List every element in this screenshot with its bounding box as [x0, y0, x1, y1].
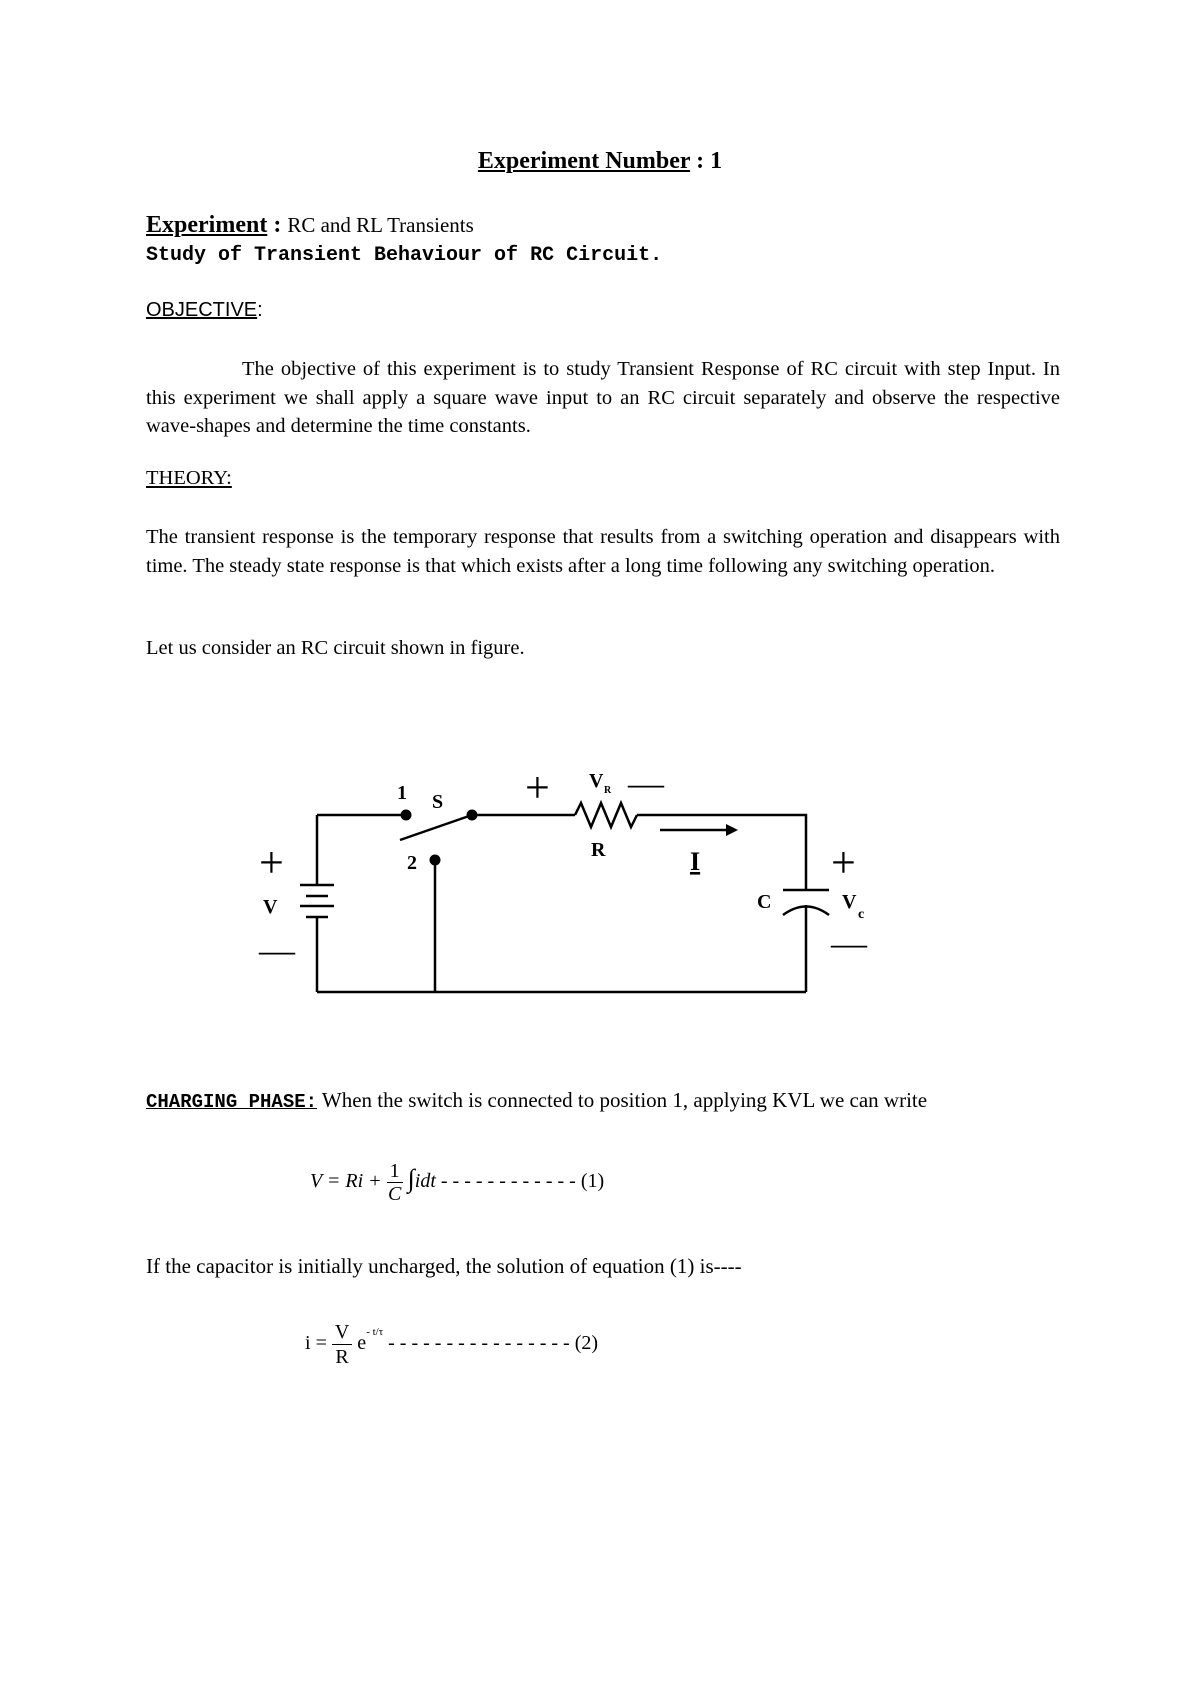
eq1-term: Ri — [345, 1170, 364, 1193]
vc-minus: — — [831, 923, 867, 963]
eq2-exp: - t/τ — [366, 1326, 384, 1339]
eq2-lhs: i — [305, 1332, 311, 1355]
theory-intro: Let us consider an RC circuit shown in figure. — [146, 637, 525, 659]
eq1-integral: ∫ — [407, 1164, 415, 1194]
current-arrow-head — [726, 824, 738, 836]
label-node2: 2 — [407, 852, 417, 874]
label-current: I — [690, 847, 701, 876]
switch-arm — [400, 815, 472, 840]
eq2-den: R — [335, 1346, 349, 1368]
equation-2 — [305, 1320, 598, 1369]
eq1-plus: + — [363, 1170, 387, 1193]
eq2-num: V — [332, 1320, 352, 1345]
experiment-colon: : — [267, 212, 288, 238]
eq2-dashes: - - - - - - - - - - - - - - - - — [383, 1332, 575, 1355]
eq1-integrand: idt — [414, 1170, 436, 1193]
eq1-eq: = — [321, 1170, 346, 1193]
experiment-name: RC and RL Transients — [287, 213, 474, 237]
terminal-node2 — [430, 855, 441, 866]
experiment-subtitle: Study of Transient Behaviour of RC Circuit. — [146, 244, 663, 267]
theory-heading: THEORY: — [146, 467, 232, 489]
title-number: 1 — [710, 148, 723, 174]
label-switch: S — [432, 791, 444, 813]
solution-intro: If the capacitor is initially uncharged, the solution of equation (1) is---- — [146, 1254, 742, 1278]
eq1-den: C — [387, 1183, 402, 1205]
charging-paragraph — [146, 1086, 1066, 1117]
charging-text: When the switch is connected to position 1, applying KVL we can write — [317, 1088, 928, 1112]
equation-1 — [310, 1160, 604, 1205]
eq2-fraction — [332, 1320, 352, 1369]
label-node1: 1 — [397, 782, 407, 804]
eq1-lhs: V — [310, 1170, 322, 1193]
title-separator: : — [690, 148, 711, 174]
resistor-zigzag — [575, 803, 637, 827]
objective-paragraph: The objective of this experiment is to study Transient Response of RC circuit with step Input. In this experiment we shall apply a square wave input to an RC circuit separately and observe the respective wave-shapes and determine the time constants. — [146, 358, 1060, 437]
title-label: Experiment Number — [477, 148, 691, 174]
eq1-fraction — [387, 1160, 403, 1205]
label-vc-sub: c — [858, 907, 865, 922]
label-vc: V — [842, 891, 857, 913]
theory-paragraph: The transient response is the temporary response that results from a switching operation and disappears with time. The steady state response is that which exists after a long time following any switching operation. — [146, 526, 1060, 577]
objective-heading-text: OBJECTIVE — [146, 299, 258, 321]
wire-to-capacitor — [637, 815, 806, 890]
eq2-ref: (2) — [574, 1332, 599, 1355]
eq1-ref: (1) — [580, 1170, 605, 1193]
vc-plus: + — [831, 838, 856, 887]
label-resistor: R — [591, 839, 606, 861]
charging-label: CHARGING PHASE: — [146, 1091, 318, 1113]
label-vr: V — [589, 770, 604, 792]
label-vr-sub: R — [604, 785, 612, 796]
label-capacitor: C — [757, 891, 772, 913]
eq1-dashes: - - - - - - - - - - - - — [435, 1170, 581, 1193]
experiment-label: Experiment — [146, 212, 268, 238]
vr-plus: + — [525, 763, 550, 812]
eq2-base: e — [357, 1332, 367, 1355]
terminal-switch — [467, 810, 478, 821]
vr-minus: — — [628, 763, 664, 803]
eq1-num: 1 — [387, 1160, 403, 1183]
source-minus: — — [259, 930, 295, 970]
label-source: V — [263, 896, 278, 918]
terminal-node1 — [401, 810, 412, 821]
source-plus: + — [259, 838, 284, 887]
eq2-eq: = — [310, 1332, 332, 1355]
objective-colon: : — [257, 299, 263, 321]
